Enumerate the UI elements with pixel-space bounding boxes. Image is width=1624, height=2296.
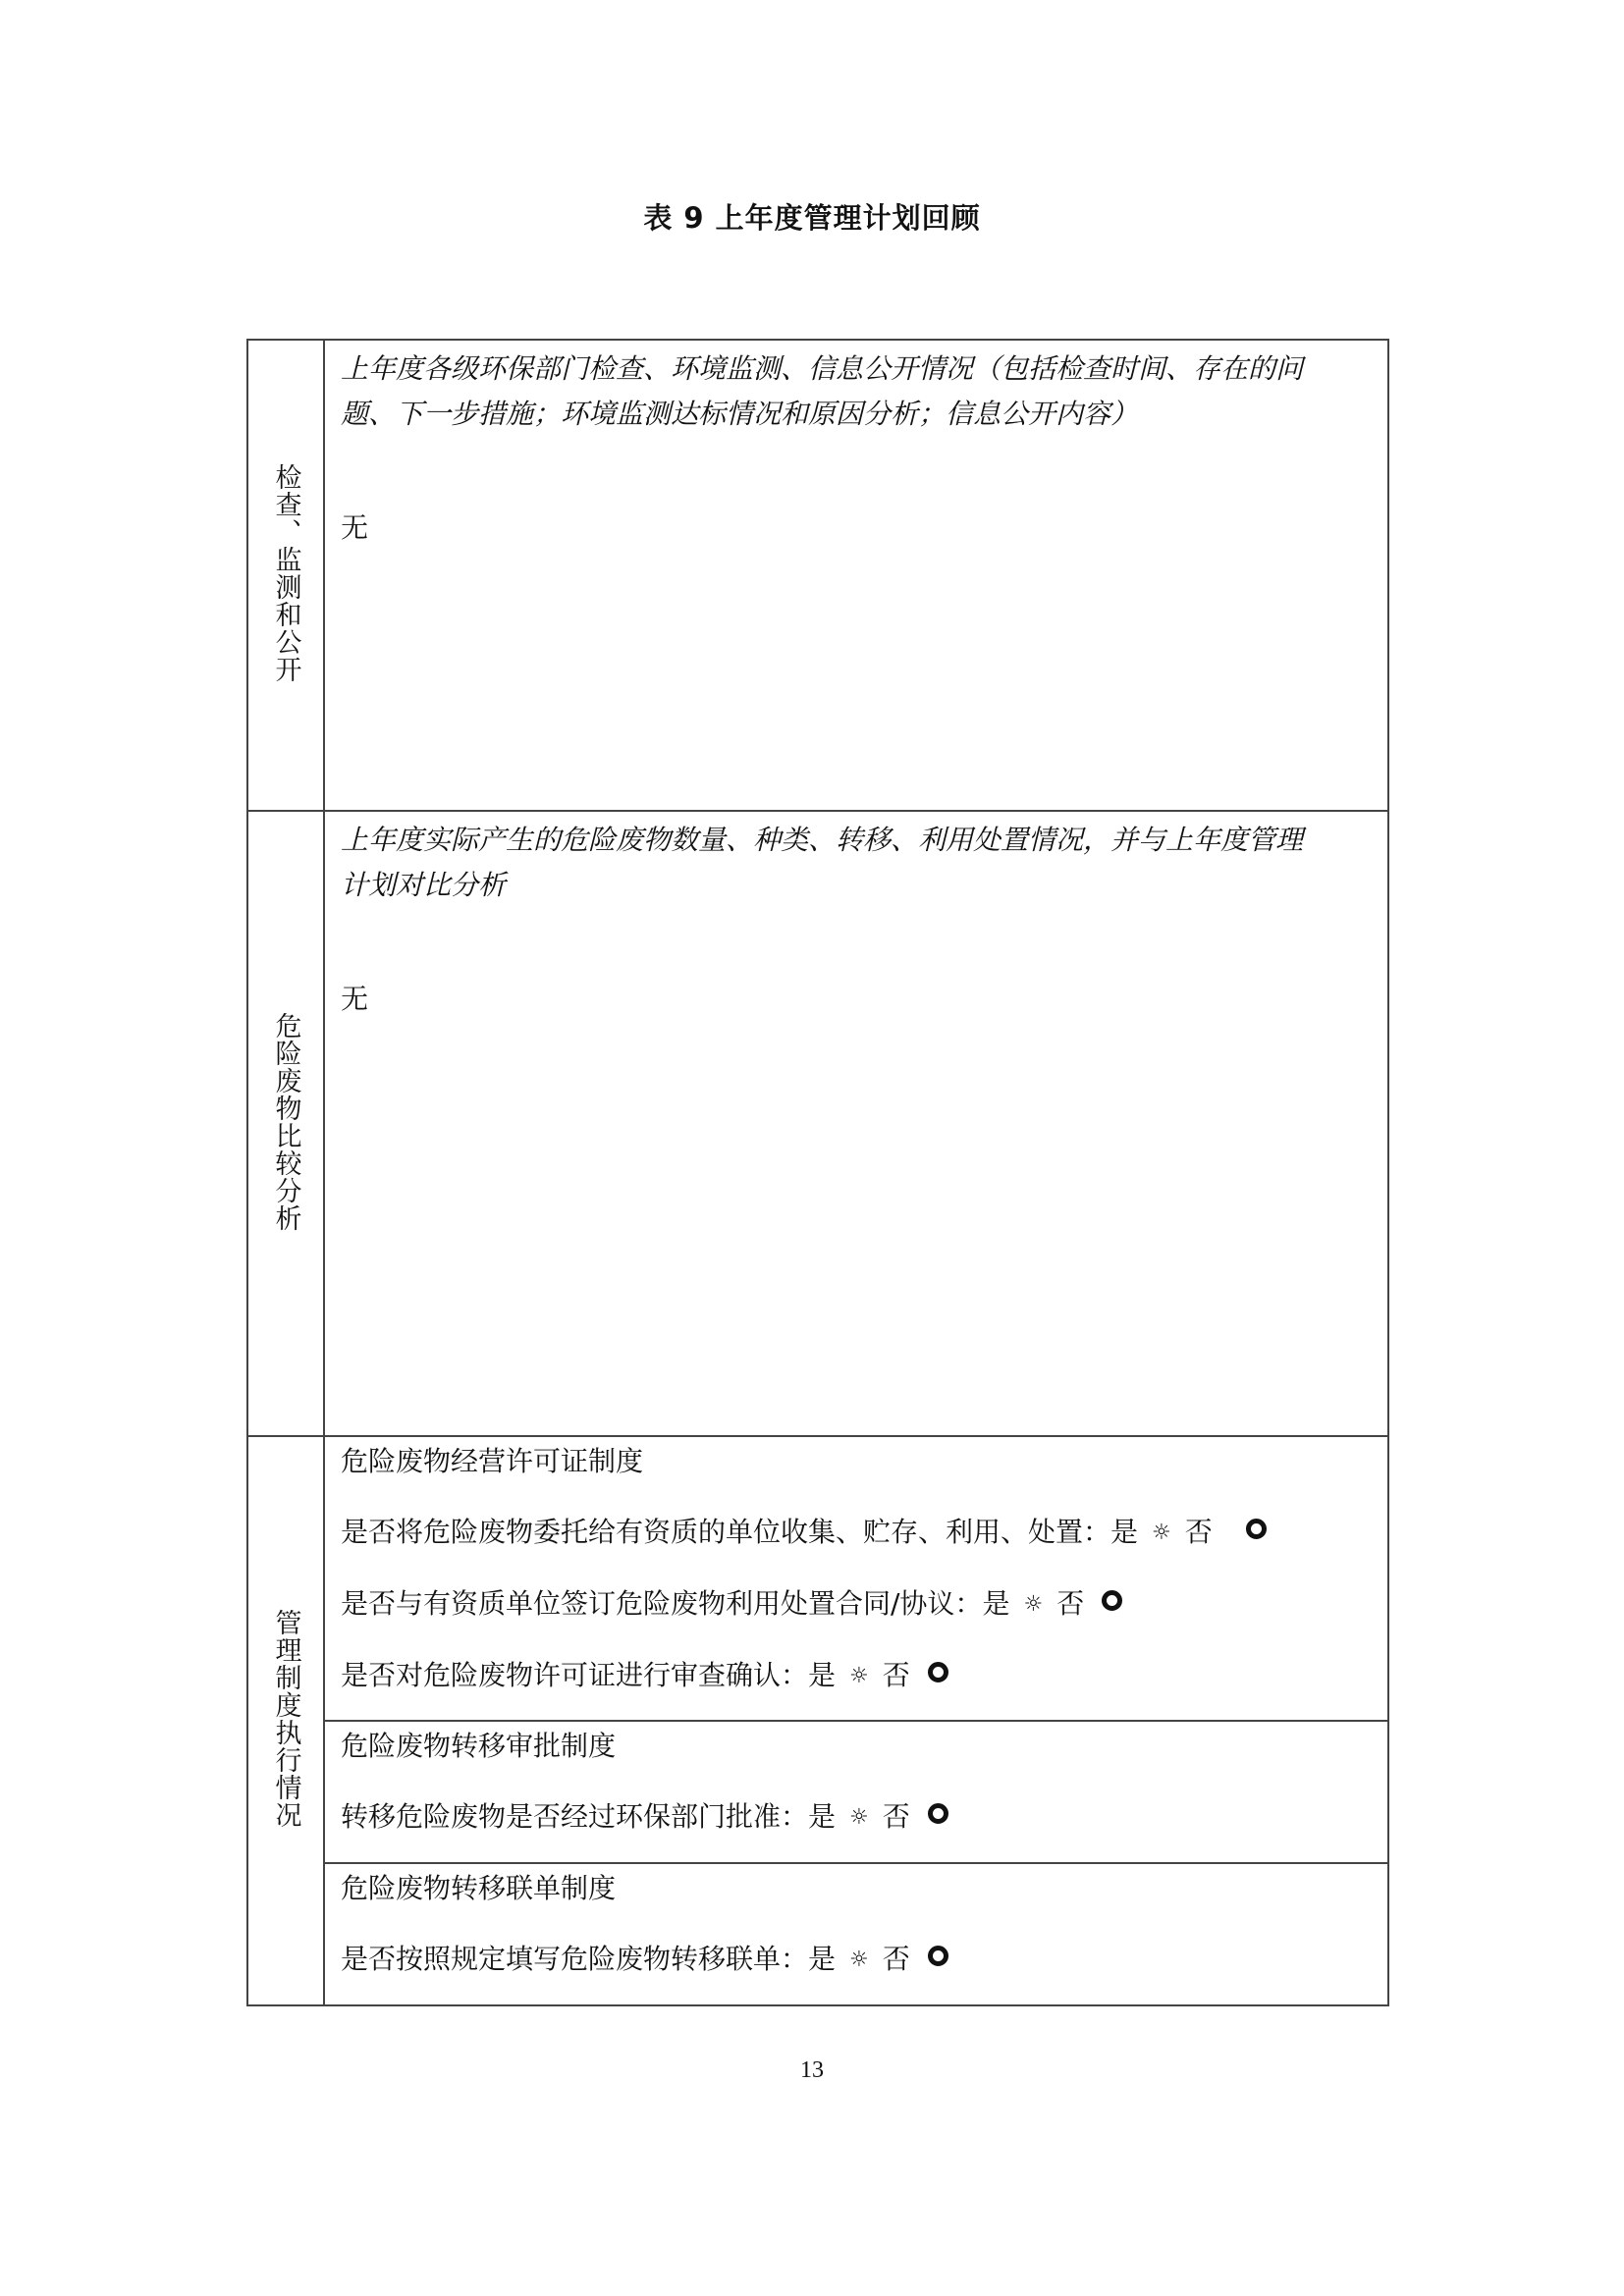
filled-ring-icon[interactable] xyxy=(1102,1590,1122,1611)
yes-label: 是 xyxy=(808,1800,837,1833)
sun-outline-icon[interactable]: ☼ xyxy=(849,1948,869,1972)
question-row xyxy=(341,1653,1372,1699)
yes-label: 是 xyxy=(808,1659,837,1691)
section-label-management: 管理制度执行情况 xyxy=(270,1609,301,1829)
question-text: 是否将危险废物委托给有资质的单位收集、贮存、利用、处置： xyxy=(341,1516,1111,1548)
prompt-text: 上年度实际产生的危险废物数量、种类、转移、利用处置情况，并与上年度管理 xyxy=(341,824,1304,856)
no-label: 否 xyxy=(882,1659,910,1691)
sun-outline-icon[interactable]: ☼ xyxy=(849,1805,869,1830)
sun-outline-icon[interactable]: ☼ xyxy=(849,1664,869,1688)
yes-label: 是 xyxy=(808,1943,837,1975)
no-label: 否 xyxy=(1056,1587,1085,1620)
yes-label: 是 xyxy=(982,1587,1010,1620)
section-inspection-row xyxy=(247,340,1388,811)
page-number: 13 xyxy=(800,2057,824,2083)
question-text: 转移危险废物是否经过环保部门批准： xyxy=(341,1800,809,1833)
transfer-manifest-cell xyxy=(324,1863,1388,2005)
question-text: 是否按照规定填写危险废物转移联单： xyxy=(341,1943,809,1975)
section-label-inspection: 检查、监测和公开 xyxy=(270,463,301,683)
section-hazardous-waste-row xyxy=(247,811,1388,1436)
section-label-cell xyxy=(247,811,324,1436)
prompt-text: 上年度各级环保部门检查、环境监测、信息公开情况（包括检查时间、存在的问 xyxy=(341,352,1304,385)
prompt-text: 计划对比分析 xyxy=(341,869,507,901)
license-group-cell xyxy=(324,1436,1388,1721)
transfer-manifest-row xyxy=(247,1863,1388,2005)
answer-text: 无 xyxy=(341,511,369,544)
sun-outline-icon[interactable]: ☼ xyxy=(1023,1592,1044,1617)
section-content-cell xyxy=(324,811,1388,1436)
filled-ring-icon[interactable] xyxy=(1246,1519,1267,1539)
question-text: 是否与有资质单位签订危险废物利用处置合同/协议： xyxy=(341,1587,983,1620)
section-label-hazardous-waste: 危险废物比较分析 xyxy=(270,1011,301,1232)
management-plan-review-table xyxy=(246,339,1389,2006)
question-row xyxy=(341,1581,1372,1628)
filled-ring-icon[interactable] xyxy=(928,1946,948,1966)
section-label-cell xyxy=(247,340,324,811)
section-label-cell xyxy=(247,1436,324,2005)
filled-ring-icon[interactable] xyxy=(928,1662,948,1682)
question-row xyxy=(341,1510,1372,1556)
group-heading: 危险废物经营许可证制度 xyxy=(341,1445,644,1477)
table-title: 表 9 上年度管理计划回顾 xyxy=(643,201,981,235)
group-heading: 危险废物转移审批制度 xyxy=(341,1730,617,1762)
section-content-cell xyxy=(324,340,1388,811)
group-heading: 危险废物转移联单制度 xyxy=(341,1872,617,1904)
no-label: 否 xyxy=(882,1800,910,1833)
question-text: 是否对危险废物许可证进行审查确认： xyxy=(341,1659,809,1691)
transfer-approval-row xyxy=(247,1721,1388,1863)
prompt-text: 题、下一步措施；环境监测达标情况和原因分析；信息公开内容） xyxy=(341,398,1139,430)
no-label: 否 xyxy=(1184,1516,1213,1548)
answer-text: 无 xyxy=(341,983,369,1015)
question-row xyxy=(341,1937,1372,1983)
sun-outline-icon[interactable]: ☼ xyxy=(1152,1521,1171,1545)
question-row xyxy=(341,1794,1372,1841)
transfer-approval-cell xyxy=(324,1721,1388,1863)
yes-label: 是 xyxy=(1110,1516,1139,1548)
section-management-row xyxy=(247,1436,1388,1721)
filled-ring-icon[interactable] xyxy=(928,1803,948,1824)
no-label: 否 xyxy=(882,1943,910,1975)
